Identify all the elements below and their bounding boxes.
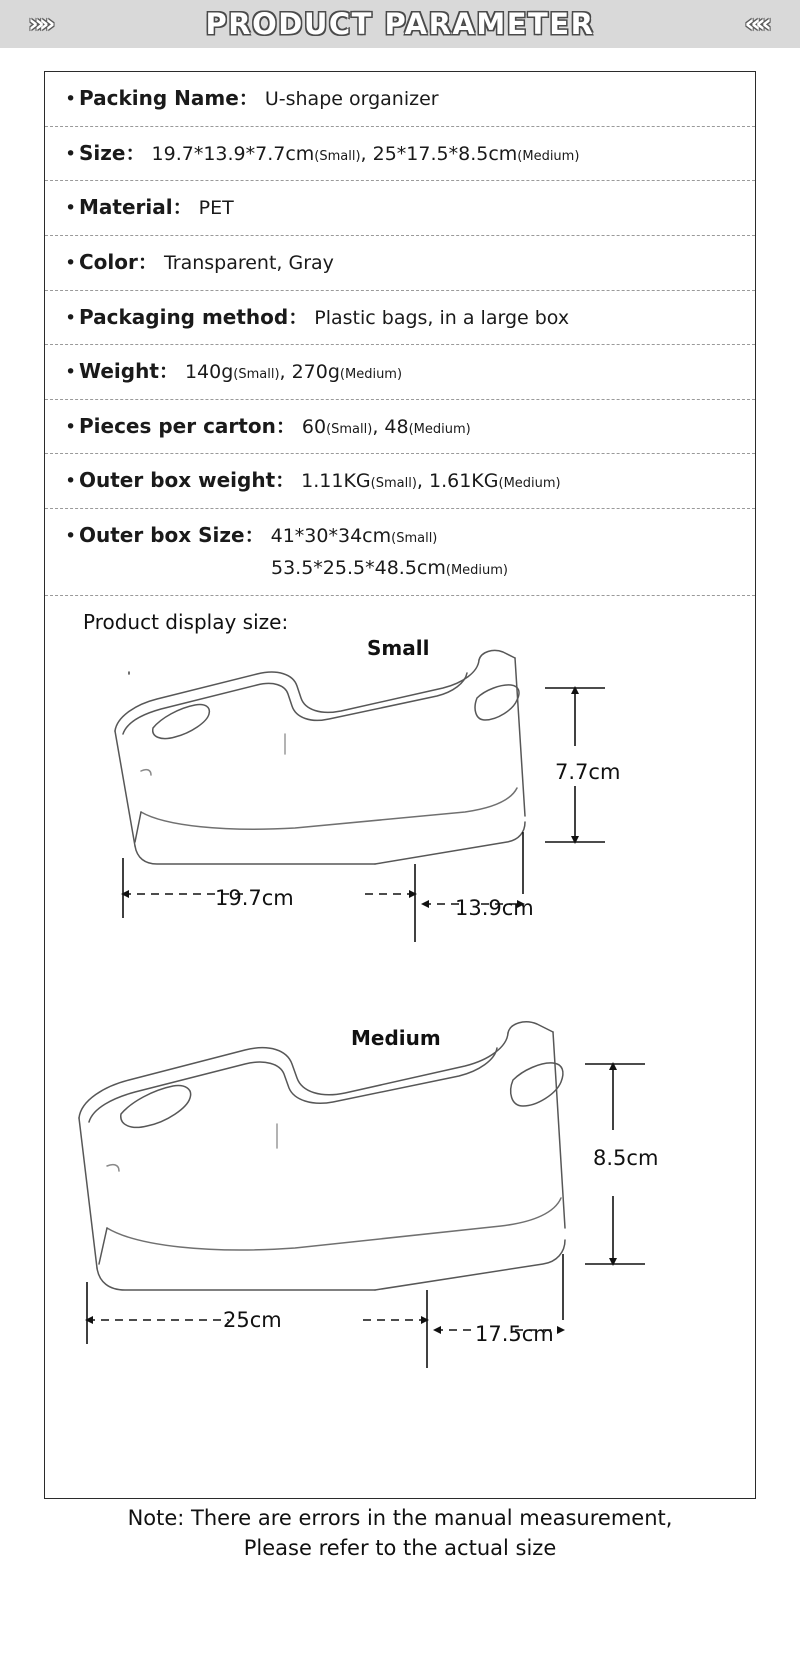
spec-row <box>45 400 755 455</box>
spec-value-line2-sub: (Medium) <box>445 562 508 578</box>
spec-value-sub: (Small) <box>233 367 280 383</box>
double-chevron-left-icon: «« <box>744 9 766 39</box>
product-display-title: Product display size: <box>83 610 289 635</box>
spec-value-line2: 53.5*25.5*48.5cm <box>271 556 446 579</box>
spec-colon: ： <box>275 413 296 438</box>
note-line-2: Please refer to the actual size <box>243 1536 557 1561</box>
spec-value-sub-2: (Medium) <box>339 367 403 383</box>
spec-value: 41*30*34cm <box>270 525 392 548</box>
product-width-label-small: 19.7cm <box>215 886 294 911</box>
spec-value-sub: (Small) <box>314 148 361 164</box>
spec-row <box>45 72 755 127</box>
spec-row <box>45 291 755 346</box>
spec-colon: ： <box>275 468 296 493</box>
spec-label: Packaging method <box>79 304 289 329</box>
spec-value-2: , 270g <box>279 361 340 384</box>
spec-label: Pieces per carton <box>79 413 276 438</box>
spec-value: 140g <box>184 361 234 384</box>
spec-value: Plastic bags, in a large box <box>314 306 570 329</box>
spec-label: Material <box>79 195 173 220</box>
bullet-icon: • <box>65 142 77 165</box>
spec-label: Color <box>79 249 138 274</box>
product-small-illustration <box>45 636 757 1006</box>
product-medium-illustration <box>45 1006 757 1386</box>
bullet-icon: • <box>65 415 77 438</box>
spec-label: Packing Name <box>79 86 239 110</box>
spec-colon: ： <box>125 140 146 165</box>
spec-value-sub-2: (Medium) <box>498 476 561 492</box>
spec-row <box>45 454 755 509</box>
page-header <box>0 0 800 48</box>
product-depth-label-medium: 17.5cm <box>475 1322 554 1347</box>
spec-value: U-shape organizer <box>264 88 439 110</box>
spec-row <box>45 127 755 182</box>
page-title: PRODUCT PARAMETER <box>205 7 595 41</box>
spec-value: PET <box>198 197 234 220</box>
spec-value: 19.7*13.9*7.7cm <box>151 142 315 165</box>
spec-row <box>45 181 755 236</box>
spec-colon: ： <box>172 195 193 220</box>
bullet-icon: • <box>65 525 77 548</box>
measurement-note <box>0 1503 800 1564</box>
bullet-icon: • <box>65 470 77 493</box>
spec-colon: ： <box>244 523 265 548</box>
spec-value: Transparent, Gray <box>163 251 334 274</box>
spec-label: Outer box weight <box>79 468 276 493</box>
bullet-icon: • <box>65 306 77 329</box>
bullet-icon: • <box>65 88 77 110</box>
product-height-label-medium: 8.5cm <box>593 1146 659 1171</box>
spec-row <box>45 509 755 596</box>
note-line-1: Note: There are errors in the manual measurement, <box>127 1506 673 1530</box>
double-chevron-right-icon: »» <box>28 9 50 39</box>
spec-colon: ： <box>238 86 259 110</box>
spec-value: 1.11KG <box>301 470 371 493</box>
product-size-name-small: Small <box>367 636 430 661</box>
product-depth-label-small: 13.9cm <box>455 896 534 921</box>
spec-row <box>45 236 755 291</box>
product-height-label-small: 7.7cm <box>555 760 621 785</box>
product-size-name-medium: Medium <box>351 1026 441 1051</box>
spec-value-sub: (Small) <box>391 531 438 547</box>
spec-value-sub: (Small) <box>326 421 373 437</box>
spec-label: Weight <box>79 359 159 384</box>
spec-value-sub: (Small) <box>370 476 417 492</box>
spec-value-2: , 48 <box>372 415 409 438</box>
spec-label: Outer box Size <box>79 523 245 548</box>
spec-row <box>45 345 755 400</box>
spec-colon: ： <box>137 249 158 274</box>
spec-colon: ： <box>288 304 309 329</box>
bullet-icon: • <box>65 361 77 384</box>
spec-value: 60 <box>301 415 327 438</box>
spec-value-sub-2: (Medium) <box>408 421 471 437</box>
spec-list <box>45 72 755 596</box>
spec-value-2: , 1.61KG <box>416 470 499 493</box>
spec-value-2: , 25*17.5*8.5cm <box>360 142 518 165</box>
spec-frame <box>44 71 756 1499</box>
bullet-icon: • <box>65 251 77 274</box>
product-width-label-medium: 25cm <box>223 1308 282 1333</box>
spec-label: Size <box>79 140 126 165</box>
bullet-icon: • <box>65 197 77 220</box>
product-medium-block <box>45 1006 755 1386</box>
spec-value-line2-wrap <box>271 556 745 582</box>
spec-value-sub-2: (Medium) <box>517 148 580 164</box>
spec-colon: ： <box>158 359 179 384</box>
product-small-block <box>45 636 755 1006</box>
